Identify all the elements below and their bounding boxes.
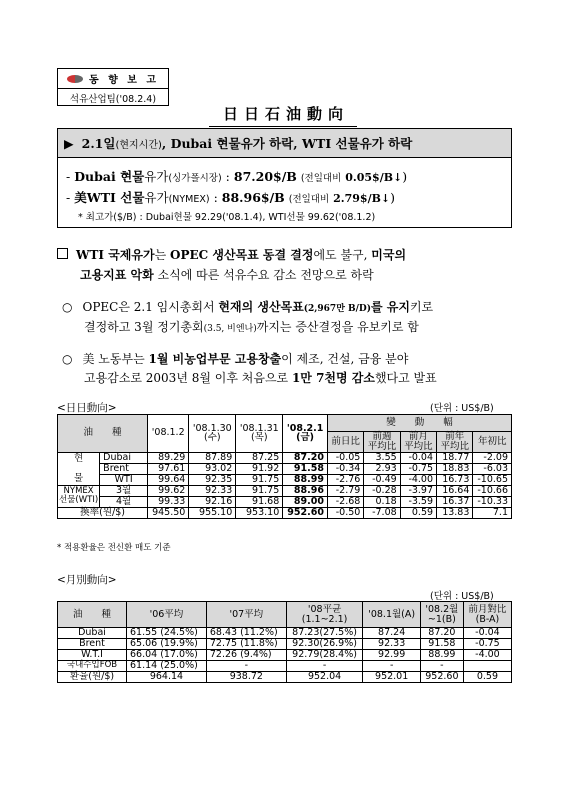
paragraph-1-line2 [80, 266, 374, 283]
dubai-change: 0.05$/B↓ [345, 171, 403, 184]
p1-wti: WTI 국제유가 [76, 248, 155, 262]
cell: 91.92 [236, 463, 283, 474]
cell: 92.16 [189, 496, 236, 507]
p2-line2-a: 결정하고 3월 정기총회 [84, 320, 204, 334]
h-c2 [364, 432, 400, 453]
h-d3a: '08.1.31 [239, 422, 279, 434]
group-spot-a: 현 [73, 452, 84, 464]
monthly-price-table [57, 601, 512, 683]
mh-06: '06平均 [127, 602, 207, 628]
cell: 3.55 [364, 452, 400, 463]
group-spot [58, 452, 100, 485]
summary-box [57, 128, 512, 228]
cell: 18.77 [437, 452, 473, 463]
wti-price-line: - 美WTI 선물유가(NYMEX) : 88.96$/B (전일대비 2.79$/B↓) [66, 190, 396, 205]
cell: 953.10 [236, 507, 283, 518]
p2-target: 현재의 생산목표 [218, 300, 304, 314]
paragraph-1 [57, 246, 406, 263]
daily-section-title: <日日動向> [57, 402, 117, 414]
group-nymex [58, 485, 100, 507]
h-c2b: 平均比 [367, 440, 397, 452]
cell: -10.66 [473, 485, 512, 496]
cell: -10.33 [473, 496, 512, 507]
cell: 87.20 [420, 628, 463, 639]
report-header-box [57, 68, 169, 106]
p1-employment: 고용지표 악화 [80, 268, 154, 282]
h-d2a: '08.1.30 [192, 422, 232, 434]
row-name: Brent [58, 638, 127, 649]
daily-price-table [57, 414, 512, 519]
cell: 945.50 [148, 507, 189, 518]
table-row-fx [58, 671, 512, 682]
cell: 87.89 [189, 452, 236, 463]
cell: - [206, 660, 286, 671]
row-name: 환율(원/$) [58, 671, 127, 682]
wti-market: (NYMEX) [168, 194, 210, 205]
cell: 61.14 (25.0%) [127, 660, 207, 671]
h-c5: 年初比 [473, 432, 512, 453]
group-nymex-a: NYMEX [63, 486, 94, 497]
cell: 99.62 [148, 485, 189, 496]
cell: 88.99 [420, 649, 463, 660]
table-row-fx [58, 507, 512, 518]
row-name: Brent [100, 463, 148, 474]
cell: 91.58 [420, 638, 463, 649]
record-high-note: * 최고가($/B) : Dubai현물 92.29('08.1.4), WTI선물 99.62('08.1.2) [78, 212, 376, 223]
cell: -2.09 [473, 452, 512, 463]
mh-08a: '08平균 [307, 603, 342, 615]
row-name: 국내수입FOB [58, 660, 127, 671]
h-c4 [437, 432, 473, 453]
cell: 99.33 [148, 496, 189, 507]
p1-line2-text: 소식에 따른 석유수요 감소 전망으로 하락 [153, 268, 374, 282]
table-row [58, 474, 512, 485]
cell: -0.75 [400, 463, 436, 474]
h-c3b: 平均比 [404, 440, 433, 452]
p2-bd: (2,967만 B/D) [303, 304, 371, 314]
h-d1: '08.1.2 [148, 415, 189, 453]
p1-text-b: 는 [154, 248, 170, 262]
report-type-label: 동 향 보 고 [88, 75, 160, 86]
wti-change-label: (전일대비 [288, 194, 330, 205]
cell: - [286, 660, 363, 671]
cell: 0.59 [463, 671, 511, 682]
daily-unit: (단위 : US$/B) [430, 403, 494, 414]
h-c3 [400, 432, 436, 453]
cell: -0.34 [327, 463, 363, 474]
cell: 952.60 [283, 507, 328, 518]
cell: -0.04 [400, 452, 436, 463]
cell: 964.14 [127, 671, 207, 682]
p3-text-c: 이 제조, 건설, 금융 분야 [281, 352, 409, 366]
cell [463, 660, 511, 671]
group-spot-b: 물 [73, 472, 84, 484]
cell: 0.18 [364, 496, 400, 507]
mh-08b: (1.1~2.1) [301, 613, 348, 625]
mh-feb-b: ~1(B) [427, 613, 456, 625]
cell: 89.29 [148, 452, 189, 463]
mh-diff-a: 前月對比 [468, 603, 507, 615]
cell: -0.49 [364, 474, 400, 485]
cell: 952.01 [363, 671, 421, 682]
p3-jobs: 1월 비농업부문 고용창출 [148, 352, 282, 366]
row-name: 4월 [100, 496, 148, 507]
table-row [58, 496, 512, 507]
headline-date: 2.1일 [81, 136, 116, 151]
h-c2a: 前週 [372, 431, 392, 442]
h-c4a: 前年 [445, 431, 465, 442]
cell: -7.08 [364, 507, 400, 518]
cell: 61.55 (24.5%) [127, 628, 207, 639]
team-label: 석유산업팀('08.2.4) [69, 94, 157, 105]
table-row [58, 660, 512, 671]
cell: 87.23(27.5%) [286, 628, 363, 639]
cell: 89.00 [283, 496, 328, 507]
paragraph-3 [62, 350, 408, 367]
h-oil: 油 種 [58, 415, 148, 453]
cell: -0.50 [327, 507, 363, 518]
cell: -2.79 [327, 485, 363, 496]
dubai-change-label: (전일대비 [300, 173, 342, 184]
row-name: WTI [100, 474, 148, 485]
cell: -6.03 [473, 463, 512, 474]
mh-diff-b: (B-A) [475, 613, 500, 625]
cell: 2.93 [364, 463, 400, 474]
fx-note: * 적용환율은 전신환 매도 기준 [57, 543, 171, 553]
cell: 16.37 [437, 496, 473, 507]
h-d2b: (수) [204, 432, 221, 444]
p3-decrease: 1만 7천명 감소 [291, 371, 375, 385]
cell: 0.59 [400, 507, 436, 518]
mh-oil: 油 種 [58, 602, 127, 628]
mh-feb [420, 602, 463, 628]
cell: 92.79(28.4%) [286, 649, 363, 660]
p2-text-e: 키로 [409, 300, 434, 314]
cell: 91.68 [236, 496, 283, 507]
h-d3b: (목) [250, 432, 268, 444]
cell: - [420, 660, 463, 671]
table-row [58, 638, 512, 649]
h-d4 [283, 415, 328, 453]
cell: - [363, 660, 421, 671]
h-c1: 前日比 [327, 432, 363, 453]
cell: 88.96 [283, 485, 328, 496]
row-name: W.T.I [58, 649, 127, 660]
cell: 16.73 [437, 474, 473, 485]
wti-price: 88.96$/B [221, 190, 285, 205]
cell: 952.60 [420, 671, 463, 682]
cell: 92.99 [363, 649, 421, 660]
cell: 91.58 [283, 463, 328, 474]
cell: -2.68 [327, 496, 363, 507]
group-nymex-b: 선물(WTI) [59, 495, 99, 506]
cell: 92.33 [189, 485, 236, 496]
table-row [58, 452, 512, 463]
wti-change: 2.79$/B↓ [333, 192, 391, 205]
table-row [58, 628, 512, 639]
h-d4a: '08.2.1 [286, 422, 324, 434]
cell: 92.35 [189, 474, 236, 485]
paragraph-2 [62, 298, 433, 315]
row-name: 3월 [100, 485, 148, 496]
monthly-section-title: <月別動向> [57, 574, 117, 586]
mh-feb-a: '08.2월 [425, 603, 459, 615]
cell: -3.97 [400, 485, 436, 496]
cell: -10.65 [473, 474, 512, 485]
row-name: Dubai [100, 452, 148, 463]
mh-jan: '08.1월(A) [363, 602, 421, 628]
cell: 92.30(26.9%) [286, 638, 363, 649]
triangle-bullet-icon: ▶ [64, 135, 74, 151]
row-name: 換率(원/$) [58, 507, 148, 518]
row-name: Dubai [58, 628, 127, 639]
page-title-wrap [0, 103, 566, 127]
cell: -4.00 [400, 474, 436, 485]
wti-suffix: 유가 [144, 190, 169, 205]
p2-keep: 를 유지 [370, 300, 410, 314]
p1-text-d: 에도 불구, [313, 248, 372, 262]
cell: -2.76 [327, 474, 363, 485]
cell: 16.64 [437, 485, 473, 496]
p3-line2-a: 고용감소로 2003년 8월 이후 처음으로 [84, 371, 292, 385]
cell: 87.20 [283, 452, 328, 463]
cell: 66.04 (17.0%) [127, 649, 207, 660]
dubai-market: (싱가폴시장) [168, 173, 222, 184]
cell: 92.33 [363, 638, 421, 649]
h-d4b: (금) [296, 432, 315, 444]
cell: 13.83 [437, 507, 473, 518]
cell: -4.00 [463, 649, 511, 660]
dubai-price: 87.20$/B [233, 169, 297, 184]
h-c4b: 平均比 [440, 440, 469, 452]
cell: 72.75 (11.8%) [206, 638, 286, 649]
cell: -0.05 [327, 452, 363, 463]
cell: -0.28 [364, 485, 400, 496]
monthly-unit: (단위 : US$/B) [430, 591, 494, 602]
table-row [58, 485, 512, 496]
cell: 955.10 [189, 507, 236, 518]
checkbox-square-icon [57, 248, 68, 259]
p2-text-a: OPEC은 2.1 임시총회서 [82, 300, 219, 314]
circle-bullet-icon: ○ [62, 300, 73, 314]
dubai-label: Dubai 현물 [74, 169, 145, 184]
cell: 952.04 [286, 671, 363, 682]
circle-bullet-icon: ○ [62, 352, 73, 366]
p1-opec: OPEC 생산목표 동결 결정 [170, 248, 314, 262]
cell: 88.99 [283, 474, 328, 485]
wti-label: 美WTI 선물 [74, 190, 145, 205]
cell: 68.43 (11.2%) [206, 628, 286, 639]
mh-07: '07平均 [206, 602, 286, 628]
cell: 97.61 [148, 463, 189, 474]
cell: 99.64 [148, 474, 189, 485]
dubai-price-line: - Dubai 현물유가(싱가폴시장) : 87.20$/B (전일대비 0.05$/B↓) [66, 169, 408, 184]
mh-08 [286, 602, 363, 628]
report-type-row [58, 69, 168, 89]
cell: -3.59 [400, 496, 436, 507]
h-d3 [236, 415, 283, 453]
p2-line2-c: 까지는 증산결정을 유보키로 함 [256, 320, 419, 334]
cell: -0.75 [463, 638, 511, 649]
cell: -0.04 [463, 628, 511, 639]
paragraph-3-line2 [84, 369, 437, 386]
h-d2 [189, 415, 236, 453]
cell: 18.83 [437, 463, 473, 474]
p3-line2-c: 했다고 발표 [374, 371, 437, 385]
cell: 72.26 (9.4%) [206, 649, 286, 660]
cell: 91.75 [236, 485, 283, 496]
cell: 87.24 [363, 628, 421, 639]
headline-local-time: (현지시간) [115, 139, 162, 151]
headline-text: , Dubai 현물유가 하락, WTI 선물유가 하락 [161, 136, 413, 151]
cell: 938.72 [206, 671, 286, 682]
cell: 91.75 [236, 474, 283, 485]
cell: 65.06 (19.9%) [127, 638, 207, 649]
page-title: 日日石油動向 [209, 103, 357, 127]
p1-us: 미국의 [371, 248, 407, 262]
company-logo-icon [67, 75, 83, 83]
p3-text-a: 美 노동부는 [82, 352, 149, 366]
table-row [58, 463, 512, 474]
dubai-suffix: 유가 [144, 169, 169, 184]
cell: 7.1 [473, 507, 512, 518]
h-c3a: 前月 [408, 431, 428, 442]
h-change: 變 動 幅 [327, 415, 511, 432]
p2-line2-b: (3.5, 비엔나) [203, 324, 257, 334]
cell: 87.25 [236, 452, 283, 463]
table-row [58, 649, 512, 660]
summary-headline [58, 129, 511, 158]
cell: 93.02 [189, 463, 236, 474]
paragraph-2-line2 [84, 318, 419, 335]
mh-diff [463, 602, 511, 628]
